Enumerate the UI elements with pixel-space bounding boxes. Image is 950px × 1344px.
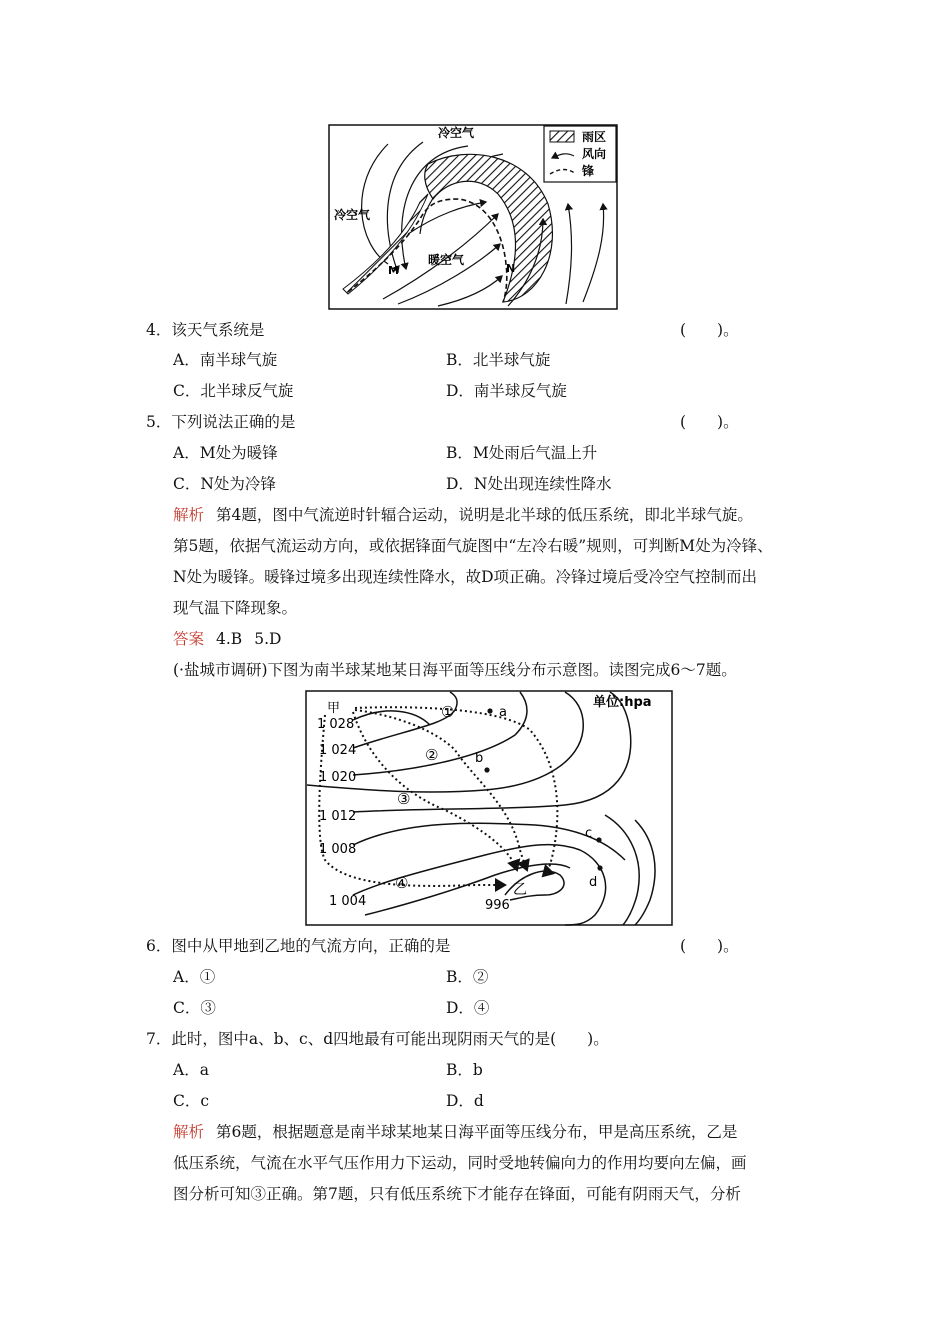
point-b-dot (484, 767, 489, 772)
q4-paren: ( )。 (680, 321, 739, 339)
analysis1-line-4: 现气温下降现象。 (173, 599, 298, 617)
label-point-n: N (506, 262, 516, 275)
label-warm-air: 暖空气 (428, 253, 465, 267)
point-c-label: c (585, 826, 593, 841)
legend-front-label: 锋 (582, 164, 595, 178)
q5-stem: 5．下列说法正确的是 (146, 413, 296, 431)
point-a-label: a (499, 705, 507, 720)
q5-option-b: B．M处雨后气温上升 (446, 444, 598, 462)
q4-stem: 4．该天气系统是 (146, 321, 265, 339)
point-c-dot (596, 837, 601, 842)
label-point-m: M (388, 264, 399, 277)
analysis1-tag: 解析 (173, 506, 205, 524)
label-cold-air-top: 冷空气 (438, 126, 475, 140)
point-b-label: b (475, 751, 484, 766)
frontal-cyclone-figure (328, 124, 618, 310)
analysis1-line-1 (173, 505, 753, 525)
q5-option-c: C．N处为冷锋 (173, 475, 276, 493)
q6-option-a: A．① (173, 968, 216, 986)
unit-label: 单位:hpa (593, 695, 652, 710)
answer1-tag: 答案 (173, 630, 205, 648)
q4-option-a: A．南半球气旋 (173, 351, 278, 369)
q6-stem: 6．图中从甲地到乙地的气流方向，正确的是 (146, 937, 451, 955)
isobar-label-1004: 1 004 (329, 894, 367, 909)
isobar-label-1012: 1 012 (319, 809, 357, 824)
q7-stem: 7．此时，图中a、b、c、d四地最有可能出现阴雨天气的是( )。 (146, 1030, 609, 1048)
q7-option-b: B．b (446, 1061, 483, 1079)
legend-rain-swatch (550, 131, 574, 142)
analysis2-line-2: 低压系统，气流在水平气压作用力下运动，同时受地转偏向力的作用均要向左偏，画 (173, 1154, 747, 1172)
route-label-2: ② (425, 746, 439, 764)
q4-option-c: C．北半球反气旋 (173, 382, 294, 400)
legend-rain-label: 雨区 (582, 130, 607, 144)
point-d-dot (597, 865, 602, 870)
analysis2-line-3: 图分析可知③正确。第7题，只有低压系统下才能存在锋面，可能有阴雨天气，分析 (173, 1185, 741, 1203)
analysis1-text-1: 第4题，图中气流逆时针辐合运动，说明是北半球的低压系统，即北半球气旋。 (216, 506, 753, 524)
legend-wind-label: 风向 (582, 147, 607, 161)
q6-option-d: D．④ (446, 999, 490, 1017)
q4-option-b: B．北半球气旋 (446, 351, 551, 369)
isobar-label-1020: 1 020 (319, 770, 357, 785)
label-yi: 乙 (513, 882, 527, 898)
q5-option-d: D．N处出现连续性降水 (446, 475, 612, 493)
isobar-label-1024: 1 024 (319, 743, 357, 758)
q4-option-d: D．南半球反气旋 (446, 382, 567, 400)
isobar-label-996: 996 (485, 898, 510, 913)
q6-option-b: B．② (446, 968, 489, 986)
answer1-line (173, 629, 281, 649)
q5-paren: ( )。 (680, 413, 739, 431)
answer1-text-2: 5.D (254, 630, 282, 648)
q7-option-d: D．d (446, 1092, 484, 1110)
q6-option-c: C．③ (173, 999, 216, 1017)
analysis1-line-3: N处为暖锋。暖锋过境多出现连续性降水，故D项正确。冷锋过境后受冷空气控制而出 (173, 568, 757, 586)
point-d-label: d (589, 875, 598, 890)
q5-option-a: A．M处为暖锋 (173, 444, 278, 462)
intro2: (·盐城市调研)下图为南半球某地某日海平面等压线分布示意图。读图完成6～7题。 (173, 661, 737, 679)
analysis2-line-1 (173, 1122, 737, 1142)
q6-paren: ( )。 (680, 937, 739, 955)
q7-option-c: C．c (173, 1092, 210, 1110)
answer1-text-1: 4.B (216, 630, 243, 648)
isobar-label-1008: 1 008 (319, 842, 357, 857)
label-cold-air-left: 冷空气 (334, 208, 371, 222)
label-jia: 甲 (327, 701, 341, 716)
route-label-1: ① (441, 703, 455, 721)
route-label-4: ④ (395, 874, 409, 892)
isobar-label-1028: 1 028 (317, 717, 355, 732)
point-a-dot (487, 708, 492, 713)
isobar-map-figure (305, 690, 673, 926)
analysis1-line-2: 第5题，依据气流运动方向，或依据锋面气旋图中“左冷右暖”规则，可判断M处为冷锋、 (173, 537, 773, 555)
route-label-3: ③ (397, 790, 411, 808)
analysis2-tag: 解析 (173, 1123, 205, 1141)
analysis2-text-1: 第6题，根据题意是南半球某地某日海平面等压线分布，甲是高压系统，乙是 (216, 1123, 738, 1141)
q7-option-a: A．a (173, 1061, 209, 1079)
